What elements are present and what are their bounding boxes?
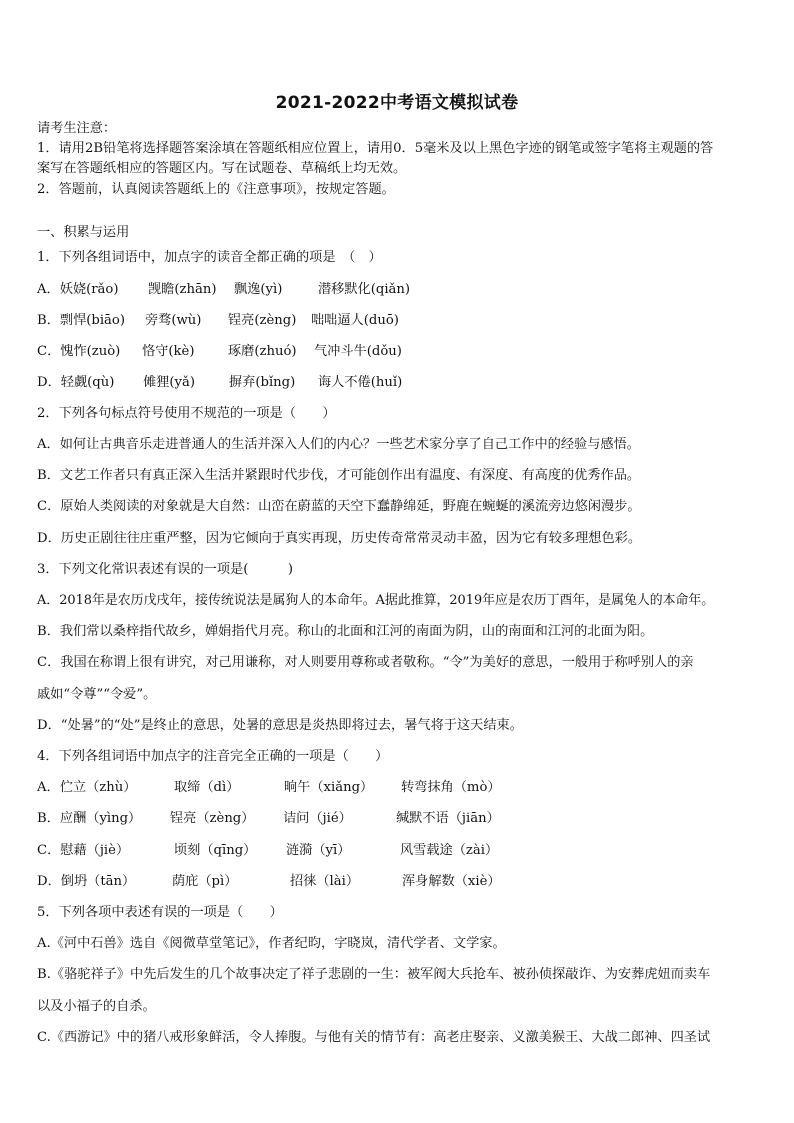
notice-item-2: 2．答题前，认真阅读答题纸上的《注意事项》，按规定答题。: [37, 182, 395, 197]
question-1-stem: 1．下列各组词语中，加点字的读音全都正确的项是 （ ）: [37, 250, 382, 265]
question-4-stem: 4．下列各组词语中加点字的注音完全正确的一项是（ ）: [37, 749, 389, 764]
question-3-option-a: A．2018年是农历戊戌年，接传统说法是属狗人的本命年。A据此推算，2019年应是农历丁酉年，是属兔人的本命年。: [37, 593, 715, 608]
question-3-option-b: B．我们常以桑梓指代故乡，婵娟指代月亮。称山的北面和江河的南面为阴，山的南面和江河的北面为阳。: [37, 624, 654, 639]
question-2-option-d: D．历史正剧往往庄重严整，因为它倾向于真实再现，历史传奇常常灵动丰盈，因为它有较多理想色彩。: [37, 531, 642, 546]
question-5-option-c: C.《西游记》中的猪八戒形象鲜活，令人捧腹。与他有关的情节有：高老庄娶亲、义激美猴王、大战二郎神、四圣试: [37, 1030, 711, 1045]
notice-heading: 请考生注意：: [37, 121, 117, 136]
page-title: 2021-2022中考语文模拟试卷: [275, 93, 519, 113]
question-3-option-c-line-1: C．我国在称谓上很有讲究，对己用谦称，对人则要用尊称或者敬称。“令”为美好的意思，一般用于称呼别人的亲: [37, 655, 694, 670]
question-2-option-c: C．原始人类阅读的对象就是大自然：山峦在蔚蓝的天空下蠢静绵延，野鹿在蜿蜒的溪流旁边悠闲漫步。: [37, 499, 641, 514]
question-5-option-a: A.《河中石兽》选自《阅微草堂笔记》，作者纪昀，字晓岚，清代学者、文学家。: [37, 936, 506, 951]
section-heading: 一、积累与运用: [37, 225, 130, 240]
question-5-option-b-line-2: 以及小福子的自杀。: [37, 999, 156, 1014]
question-3-option-d: D．“处暑”的“处”是终止的意思，处暑的意思是炎热即将过去，暑气将于这天结束。: [37, 718, 523, 733]
notice-item-1-line-2: 案写在答题纸相应的答题区内。写在试题卷、草稿纸上均无效。: [37, 161, 407, 176]
question-3-option-c-line-2: 戚如“令尊”“令爱”。: [37, 687, 157, 702]
question-5-option-b-line-1: B.《骆驼祥子》中先后发生的几个故事决定了祥子悲剧的一生：被军阀大兵抢车、被孙侦探敲诈、为安葬虎妞而卖车: [37, 967, 711, 982]
question-3-stem: 3．下列文化常识表述有误的一项是( ): [37, 562, 294, 577]
exam-page: 2021-2022中考语文模拟试卷 请考生注意： 1．请用2B铅笔将选择题答案涂填在答题纸相应位置上，请用0．5毫米及以上黑色字迹的钢笔或签字笔将主观题的答 案写在答题纸相应的答题区内。写在试题卷、草稿纸上均无效。 2．答题前，认真阅读答题纸上的《注意事项》，按规定答题。 一、积累与运用 1．下列各组词语中，加点字的读音全都正确的项是 （ ） A．妖娆(rǎo) 觊瞻(zhān) 飘逸(yì) 潜移默化(qiǎn) B．剽悍(biāo) 旁骛(wù) 锃亮(zèng) 咄咄逼人(duō) C．愧怍(zuò) 恪守(kè) 琢磨(zhuó) 气冲斗牛(dǒu) D．轻觑(qù) 傩狸(yǎ) 摒弃(bǐng) 诲人不倦(huǐ) 2．下列各句标点符号使用不规范的一项是（ ） A．如何让古典音乐走进普通人的生活并深入人们的内心？一些艺术家分享了自己工作中的经验与感悟。 B．文艺工作者只有真正深入生活并紧跟时代步伐，才可能创作出有温度、有深度、有高度的优秀作品。 C．原始人类阅读的对象就是大自然：山峦在蔚蓝的天空下蠢静绵延，野鹿在蜿蜒的溪流旁边悠闲漫步。 D．历史正剧往往庄重严整，因为它倾向于真实再现，历史传奇常常灵动丰盈，因为它有较多理想色彩。 3．下列文化常识表述有误的一项是( ) A．2018年是农历戊戌年，接传统说法是属狗人的本命年。A据此推算，2019年应是农历丁酉年，是属兔人的本命年。 B．我们常以桑梓指代故乡，婵娟指代月亮。称山的北面和江河的南面为阴，山的南面和江河的北面为阳。 C．我国在称谓上很有讲究，对己用谦称，对人则要用尊称或者敬称。“令”为美好的意思，一般用于称呼别人的亲 戚如“令尊”“令爱”。 D．“处暑”的“处”是终止的意思，处暑的意思是炎热即将过去，暑气将于这天结束。 4．下列各组词语中加点字的注音完全正确的一项是（ ） A．伫立（zhù） 取缔（dì） 晌午（xiǎng） 转弯抹角（mò） B．应酬（yìng） 锃亮（zèng） 诘问（jié） 缄默不语（jiān） C．慰藉（jiè） 顷刻（qīng） 涟漪（yī） 风雪载途（zài） D．倒坍（tān） 荫庇（pì） 招徕（lài） 浑身解数（xiè） 5．下列各项中表述有误的一项是（ ） A.《河中石兽》选自《阅微草堂笔记》，作者纪昀，字晓岚，清代学者、文学家。 B.《骆驼祥子》中先后发生的几个故事决定了祥子悲剧的一生：被军阀大兵抢车、被孙侦探敲诈、为安葬虎妞而卖车 以及小福子的自杀。 C.《西游记》中的猪八戒形象鲜活，令人捧腹。与他有关的情节有：高老庄娶亲、义激美猴王、大战二郎神、四圣试: [0, 0, 794, 1123]
question-2-option-b: B．文艺工作者只有真正深入生活并紧跟时代步伐，才可能创作出有温度、有深度、有高度的优秀作品。: [37, 468, 641, 483]
notice-item-1-line-1: 1．请用2B铅笔将选择题答案涂填在答题纸相应位置上，请用0．5毫米及以上黑色字迹的钢笔或签字笔将主观题的答: [37, 141, 714, 156]
question-2-option-a: A．如何让古典音乐走进普通人的生活并深入人们的内心？一些艺术家分享了自己工作中的经验与感悟。: [37, 437, 640, 452]
question-5-stem: 5．下列各项中表述有误的一项是（ ）: [37, 905, 283, 920]
question-2-stem: 2．下列各句标点符号使用不规范的一项是（ ）: [37, 406, 336, 421]
